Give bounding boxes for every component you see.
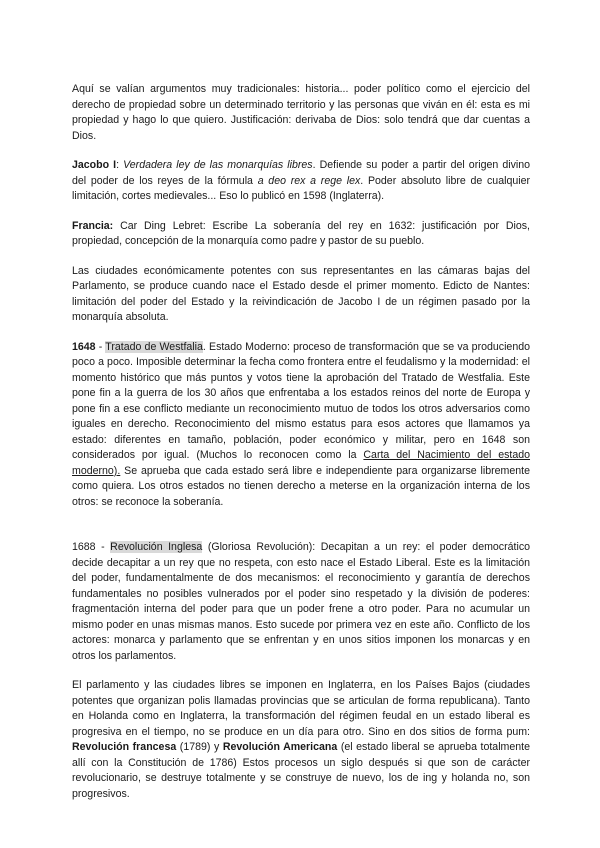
colon: : <box>116 159 124 171</box>
revolucion-americana: Revolución Americana <box>222 741 338 753</box>
paragraph-text: . Defiende su poder a partir del origen divino del poder de los reyes de la fórmula <box>72 159 530 187</box>
latin-formula: a deo rex a rege lex <box>257 174 361 187</box>
paragraph-text: (Gloriosa Revolución): Decapitan a un rey: el poder democrático decide decapitar a un rey que no respeta, con esto nace el Estado Liberal. Este es la limitación del poder, fundamentalmente de dos mecanismos: el reconocimiento y garantía de derechos fundamentales no posibles vulnerados por el poder sino respetado y la división de poderes: fragmentación interna del poder para que un poder frene a otro poder. Para no acumular un mismo poder en unas mismas manos. Esto sucede por primera vez en este año. Conflicto de los actores: monarca y parlamento que se enfrentan y en unos sitios imponen los monarcas y en otros los parlamentos. <box>72 541 531 662</box>
book-title: Verdadera ley de las monarquías libres <box>123 159 313 171</box>
paragraph-ciudades <box>72 264 530 326</box>
francia-heading: Francia: <box>72 219 114 232</box>
dash: - <box>95 340 106 353</box>
year-1688: 1688 - <box>72 541 111 553</box>
paragraph-text: . Estado Moderno: proceso de transformación que se va produciendo poco a poco. Imposible determinar la fecha como frontera entre el feudalismo y la modernidad: el momento histórico que más puntos y votos tiene la aprobación del Tratado de Westfalia. Este pone fin a la guerra de los 30 años que enfrentaba a los estados reinos del norte de Europa y pone fin a ese conflicto mediante un reconocimiento mutuo de todos los otros adversarios como iguales en derecho. Reconocimiento del mismo estatus para esos actores que llamamos ya estado: diferentes en tamaño, población, poder económico y militar, pero en 1648 son considerados por igual. (Muchos lo reconocen como la <box>72 340 530 461</box>
paragraph-jacobo <box>72 158 530 205</box>
paragraph-francia <box>72 219 530 250</box>
paragraph-arguments <box>72 82 530 144</box>
paragraph-text: . Poder absoluto libre de cualquier limitación, cortes medievales... Eso lo publicó en 1598 (Inglaterra). <box>72 174 531 202</box>
underlined-phrase: Carta del Nacimiento del estado moderno). <box>72 449 531 477</box>
paragraph-parlamento <box>72 678 530 802</box>
paragraph-text: Car Ding Lebret: Escribe La soberanía del rey en 1632: justificación por Dios, propiedad, concepción de la monarquía como padre y pastor de su pueblo. <box>72 219 530 247</box>
paragraph-westfalia <box>72 340 530 511</box>
paragraph-text: (1789) y <box>176 741 223 753</box>
revolucion-francesa: Revolución francesa <box>72 741 177 753</box>
paragraph-text: Aquí se valían argumentos muy tradicionales: historia... poder político como el ejercicio del derecho de propiedad sobre un determinado territorio y las personas que viván en él: esta es mi propiedad y hago lo que quiero. Justificación: derivaba de Dios: solo tendrá que dar cuentas a Dios. <box>72 83 530 142</box>
paragraph-text: Las ciudades económicamente potentes con sus representantes en las cámaras bajas del Parlamento, se produce cuando nace el Estado desde el primer momento. Edicto de Nantes: limitación del poder del Estado y la reivindicación de Jacobo I de un régimen pasado por la monarquía absoluta. <box>72 264 530 323</box>
revolucion-inglesa-highlight: Revolución Inglesa <box>110 541 203 553</box>
paragraph-text: (el estado liberal se aprueba totalmente allí con la Constitución de 1786) Estos procesos un siglo después si que son de carácter revolucionario, se destruye totalmente y se construye de nuevo, los de ing y holanda no, son progresivos. <box>72 741 530 800</box>
westfalia-highlight: Tratado de Westfalia <box>105 340 203 353</box>
paragraph-text: El parlamento y las ciudades libres se imponen en Inglaterra, en los Países Bajos (ciudades potentes que organizan polis llamadas provincias que se articulan de forma republicana). Tanto en Holanda como en Inglaterra, la transformación del régimen feudal en un estado liberal es progresiva en el tiempo, no se produce en un día para otro. Sino en dos sitios de forma pum: <box>72 679 530 738</box>
jacobo-heading: Jacobo I <box>72 159 117 171</box>
year-1648: 1648 <box>72 340 96 353</box>
paragraph-text: Se aprueba que cada estado será libre e independiente para organizarse libremente como quiera. Los otros estados no tienen derecho a meterse en la organización interna de los otros: se reconoce la soberanía. <box>72 464 530 508</box>
paragraph-revolucion-inglesa <box>72 540 530 664</box>
